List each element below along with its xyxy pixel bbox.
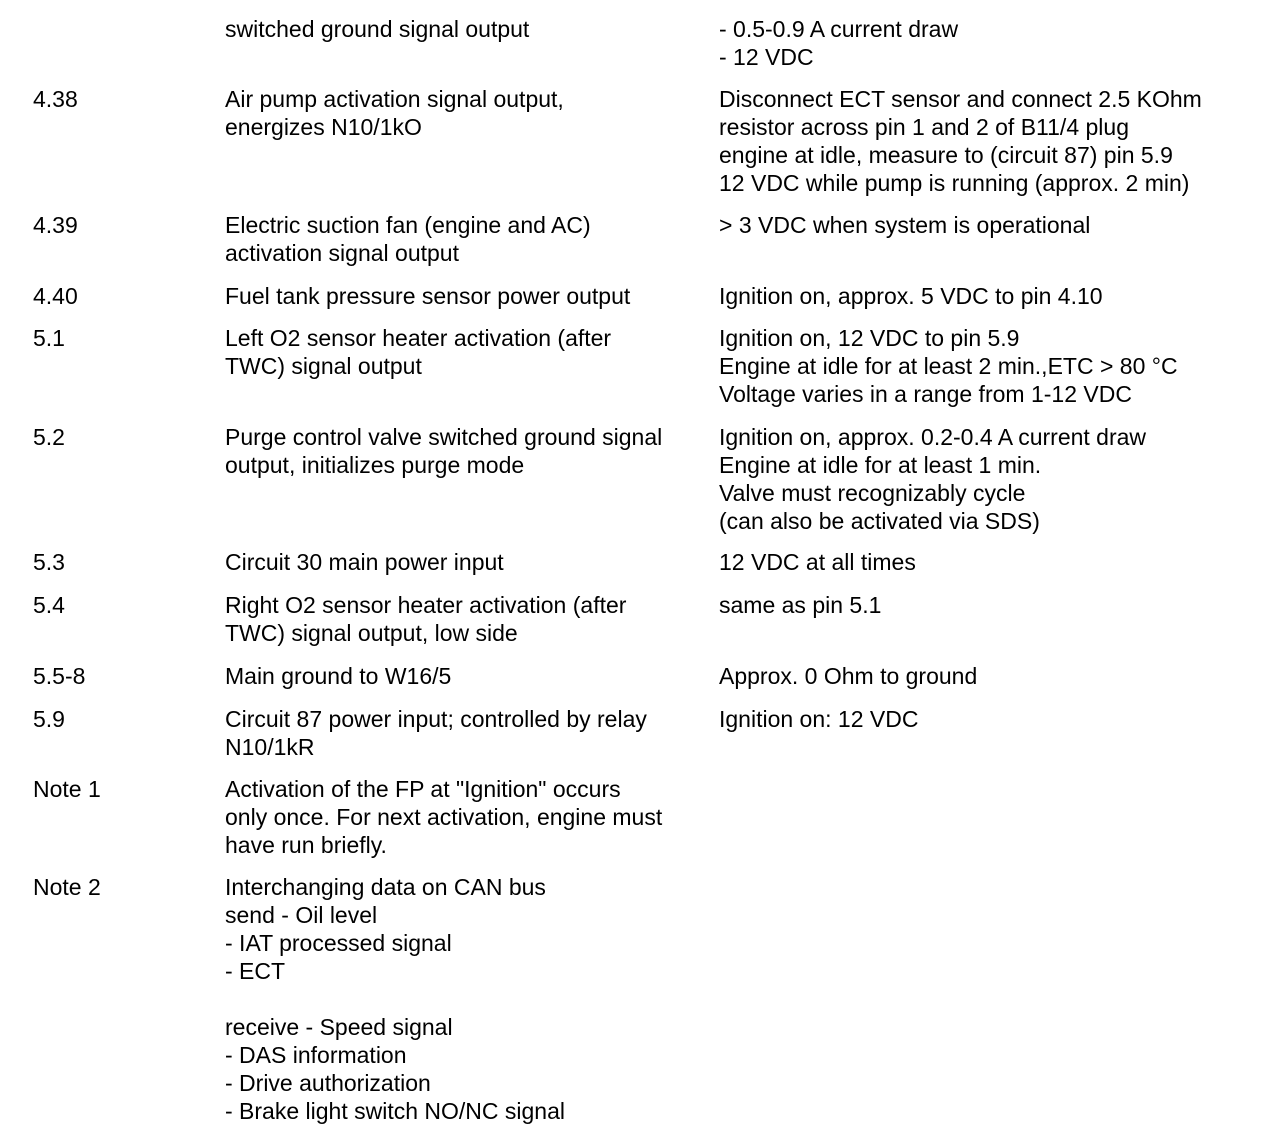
- description-line: Circuit 87 power input; controlled by relay: [225, 706, 647, 732]
- pin-description: [225, 324, 611, 380]
- test-line: Ignition on: 12 VDC: [719, 706, 919, 732]
- note-label: Note 1: [33, 776, 101, 802]
- test-line: - 0.5-0.9 A current draw: [719, 16, 959, 42]
- pin-number: 5.3: [33, 549, 65, 575]
- description-line: TWC) signal output: [225, 353, 422, 379]
- description-line: N10/1kR: [225, 734, 315, 760]
- pin-number: 5.2: [33, 424, 65, 450]
- test-line: engine at idle, measure to (circuit 87) pin 5.9: [719, 142, 1173, 168]
- pin-description: [225, 591, 626, 647]
- description-line: Left O2 sensor heater activation (after: [225, 325, 612, 351]
- pin-number: 5.5-8: [33, 663, 86, 689]
- pin-description: [225, 662, 451, 690]
- description-line: - IAT processed signal: [225, 930, 452, 956]
- note-text: [225, 873, 565, 1125]
- test-line: 12 VDC while pump is running (approx. 2 min): [719, 170, 1190, 196]
- description-line: Activation of the FP at "Ignition" occurs: [225, 776, 621, 802]
- test-line: Engine at idle for at least 1 min.: [719, 452, 1042, 478]
- description-line: receive - Speed signal: [225, 1014, 453, 1040]
- description-line: energizes N10/1kO: [225, 114, 422, 140]
- test-line: > 3 VDC when system is operational: [719, 212, 1091, 238]
- test-procedure: [719, 15, 958, 71]
- blank-line: [225, 985, 565, 1013]
- pin-number: 4.39: [33, 212, 78, 238]
- description-line: Purge control valve switched ground signal: [225, 424, 663, 450]
- note-text: [225, 775, 662, 859]
- description-line: only once. For next activation, engine must: [225, 804, 663, 830]
- test-line: Approx. 0 Ohm to ground: [719, 663, 978, 689]
- description-line: send - Oil level: [225, 902, 378, 928]
- test-line: Valve must recognizably cycle: [719, 480, 1026, 506]
- test-procedure: [719, 282, 1103, 310]
- pin-description: [225, 548, 504, 576]
- pin-number: 4.40: [33, 283, 78, 309]
- description-line: - Brake light switch NO/NC signal: [225, 1098, 565, 1124]
- description-line: - DAS information: [225, 1042, 407, 1068]
- test-line: Engine at idle for at least 2 min.,ETC > 80 °C: [719, 353, 1178, 379]
- description-line: output, initializes purge mode: [225, 452, 525, 478]
- description-line: TWC) signal output, low side: [225, 620, 518, 646]
- test-procedure: [719, 85, 1202, 197]
- test-line: Ignition on, approx. 5 VDC to pin 4.10: [719, 283, 1103, 309]
- pin-description: [225, 705, 647, 761]
- description-line: have run briefly.: [225, 832, 387, 858]
- description-line: activation signal output: [225, 240, 459, 266]
- pin-description: [225, 15, 529, 43]
- description-line: - ECT: [225, 958, 286, 984]
- test-procedure: [719, 591, 881, 619]
- test-procedure: [719, 211, 1090, 239]
- pin-description: [225, 211, 591, 267]
- pin-description: [225, 282, 630, 310]
- description-line: Electric suction fan (engine and AC): [225, 212, 591, 238]
- description-line: Air pump activation signal output,: [225, 86, 564, 112]
- note-label: Note 2: [33, 874, 101, 900]
- test-line: 12 VDC at all times: [719, 549, 916, 575]
- pin-number: 4.38: [33, 86, 78, 112]
- test-line: (can also be activated via SDS): [719, 508, 1040, 534]
- description-line: Fuel tank pressure sensor power output: [225, 283, 631, 309]
- test-line: Ignition on, 12 VDC to pin 5.9: [719, 325, 1020, 351]
- test-procedure: [719, 705, 918, 733]
- test-line: Disconnect ECT sensor and connect 2.5 KOhm: [719, 86, 1202, 112]
- description-line: Main ground to W16/5: [225, 663, 452, 689]
- description-line: - Drive authorization: [225, 1070, 431, 1096]
- test-procedure: [719, 423, 1146, 535]
- pin-number: 5.4: [33, 592, 65, 618]
- description-line: Interchanging data on CAN bus: [225, 874, 546, 900]
- test-procedure: [719, 662, 977, 690]
- test-procedure: [719, 548, 916, 576]
- test-procedure: [719, 324, 1178, 408]
- pin-description: [225, 423, 662, 479]
- description-line: switched ground signal output: [225, 16, 530, 42]
- test-line: Ignition on, approx. 0.2-0.4 A current draw: [719, 424, 1147, 450]
- test-line: - 12 VDC: [719, 44, 814, 70]
- pin-description: [225, 85, 564, 141]
- test-line: same as pin 5.1: [719, 592, 882, 618]
- description-line: Circuit 30 main power input: [225, 549, 504, 575]
- pin-number: 5.9: [33, 706, 65, 732]
- description-line: Right O2 sensor heater activation (after: [225, 592, 627, 618]
- test-line: resistor across pin 1 and 2 of B11/4 plug: [719, 114, 1129, 140]
- pin-number: 5.1: [33, 325, 65, 351]
- test-line: Voltage varies in a range from 1-12 VDC: [719, 381, 1132, 407]
